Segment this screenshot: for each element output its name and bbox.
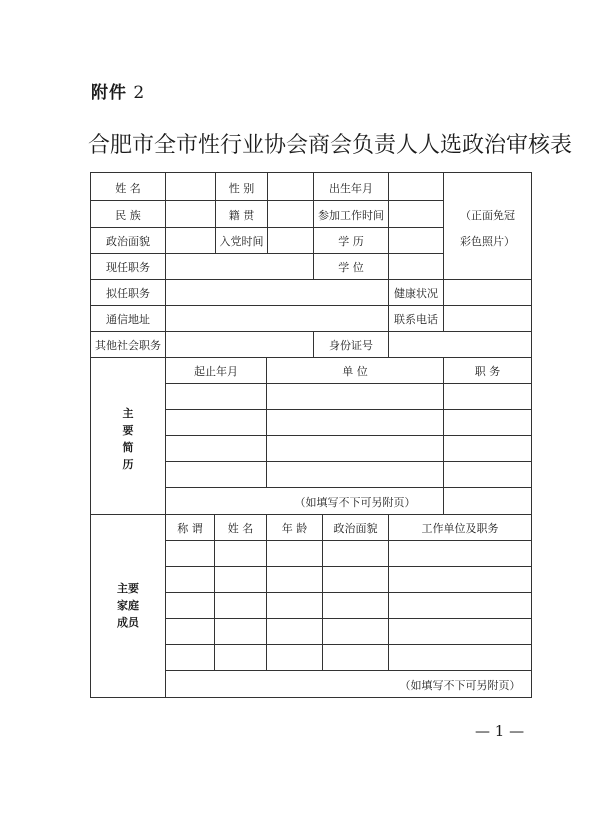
label-health: 健康状况 xyxy=(394,287,438,300)
label-proposed-post: 拟任职务 xyxy=(106,287,150,300)
label-name: 姓 名 xyxy=(115,182,141,195)
label-education: 学 历 xyxy=(338,235,364,248)
label-work-start: 参加工作时间 xyxy=(318,209,384,222)
family-col-title: 称 谓 xyxy=(177,522,203,535)
label-birth: 出生年月 xyxy=(329,182,373,195)
label-gender: 性 别 xyxy=(228,182,255,195)
label-party-join: 入党时间 xyxy=(219,235,264,248)
label-id-number: 身份证号 xyxy=(329,339,373,352)
photo-note-line2: 彩色照片） xyxy=(460,235,515,248)
resume-section-label: 主要简历 xyxy=(122,407,134,471)
label-native-place: 籍 贯 xyxy=(228,209,255,222)
family-col-work: 工作单位及职务 xyxy=(421,522,499,535)
resume-col-post: 职 务 xyxy=(474,365,501,378)
resume-col-unit: 单 位 xyxy=(342,365,368,378)
family-col-name: 姓 名 xyxy=(227,522,254,535)
label-political: 政治面貌 xyxy=(106,235,150,248)
label-phone: 联系电话 xyxy=(394,313,438,326)
family-section-label: 主要 家庭 成员 xyxy=(117,582,139,629)
resume-note: （如填写不下可另附页） xyxy=(294,496,416,509)
photo-note-line1: （正面免冠 xyxy=(460,209,515,222)
label-current-post: 现任职务 xyxy=(106,261,150,274)
attachment-label: 附件 2 xyxy=(91,83,146,103)
label-ethnicity: 民 族 xyxy=(115,209,141,222)
family-col-political: 政治面貌 xyxy=(333,522,378,535)
resume-col-period: 起止年月 xyxy=(194,365,238,378)
family-col-age: 年 龄 xyxy=(281,522,308,535)
label-other-social: 其他社会职务 xyxy=(95,339,161,352)
page-number: — 1 — xyxy=(475,722,525,740)
family-note: （如填写不下可另附页） xyxy=(399,679,521,692)
label-degree: 学 位 xyxy=(338,261,364,274)
label-address: 通信地址 xyxy=(106,313,150,326)
form-title: 合肥市全市性行业协会商会负责人人选政治审核表 xyxy=(88,133,573,158)
